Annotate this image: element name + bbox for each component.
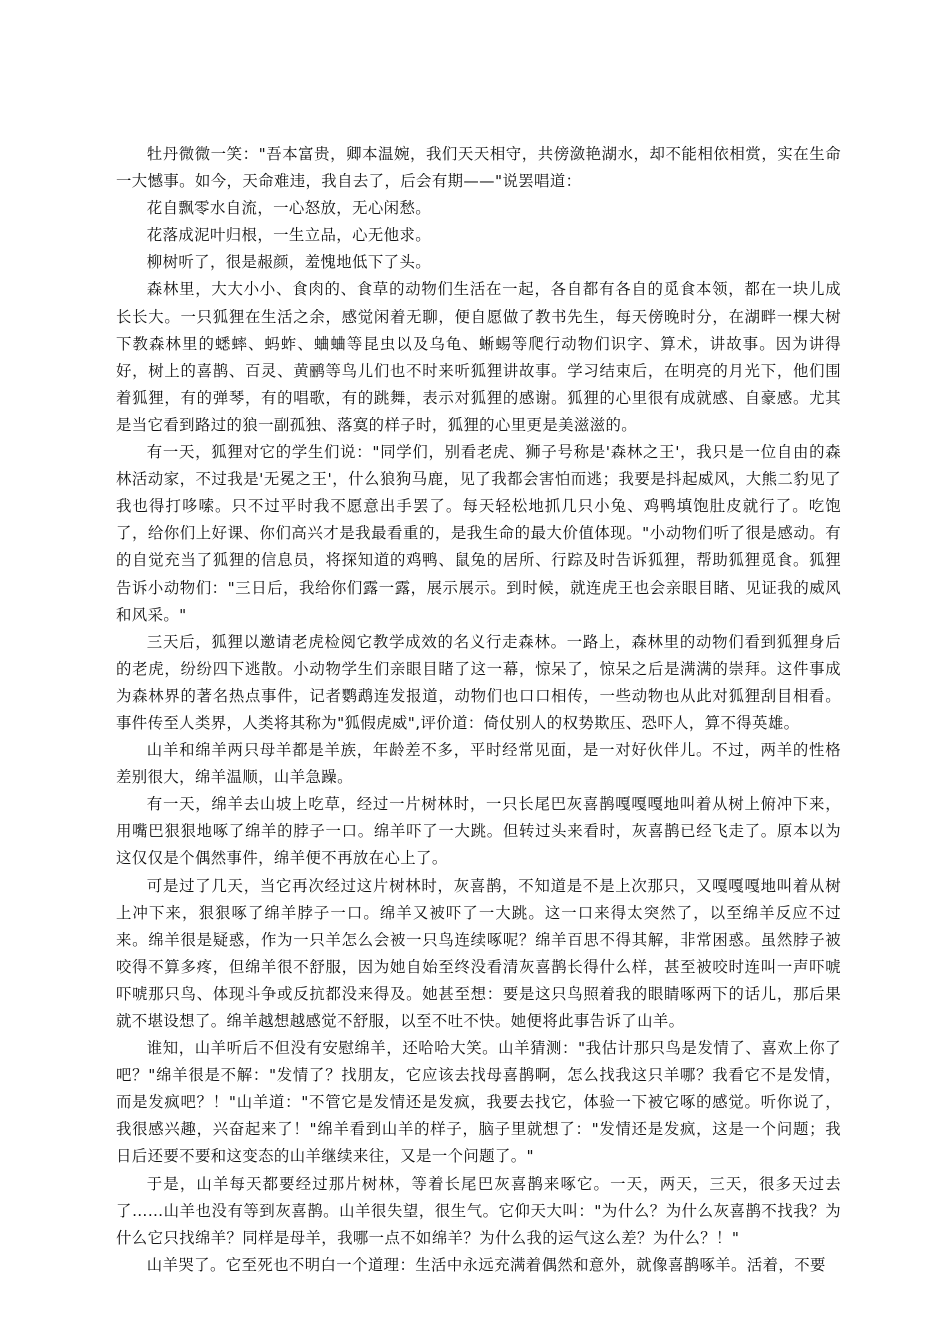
- paragraph: 山羊和绵羊两只母羊都是羊族，年龄差不多，平时经常见面，是一对好伙伴儿。不过，两羊的性格差别很大，绵羊温顺，山羊急躁。: [116, 741, 841, 787]
- poem-line: 花自飘零水自流，一心怒放，无心闲愁。: [146, 199, 432, 218]
- paragraph: 牡丹微微一笑："吾本富贵，卿本温婉，我们天天相守，共傍潋艳湖水，却不能相依相赏，实在生命一大憾事。如今，天命难违，我自去了，后会有期——"说罢唱道：: [116, 145, 841, 191]
- paragraph: 有一天，狐狸对它的学生们说："同学们，别看老虎、狮子号称是'森林之王'，我只是一位自由的森林活动家，不过我是'无冕之王'，什么狼狗马鹿，见了我都会害怕而逃；我要是抖起威风，大熊二豹见了我也得打哆嗦。只不过平时我不愿意出手罢了。每天轻松地抓几只小兔、鸡鸭填饱肚皮就行了。吃饱了，给你们上好课、你们高兴才是我最看重的，是我生命的最大价值体现。"小动物们听了很是感动。有的自觉充当了狐狸的信息员，将探知道的鸡鸭、鼠兔的居所、行踪及时告诉狐狸，帮助狐狸觅食。狐狸告诉小动物们："三日后，我给你们露一露，展示展示。到时候，就连虎王也会亲眼目睹、见证我的威风和风采。": [116, 443, 841, 624]
- paragraph: 柳树听了，很是赧颜，羞愧地低下了头。: [146, 253, 432, 272]
- paragraph: 森林里，大大小小、食肉的、食草的动物们生活在一起，各自都有各自的觅食本领，都在一块儿成长长大。一只狐狸在生活之余，感觉闲着无聊，便自愿做了教书先生，每天傍晚时分，在湖畔一棵大树下教森林里的蟋蟀、蚂蚱、蛐蛐等昆虫以及乌龟、蜥蜴等爬行动物们识字、算术，讲故事。因为讲得好，树上的喜鹊、百灵、黄鹂等鸟儿们也不时来听狐狸讲故事。学习结束后，在明亮的月光下，他们围着狐狸，有的弹琴，有的唱歌，有的跳舞，表示对狐狸的感谢。狐狸的心里很有成就感、自豪感。尤其是当它看到路过的狼一副孤独、落寞的样子时，狐狸的心里更是美滋滋的。: [116, 280, 841, 434]
- paragraph: 可是过了几天，当它再次经过这片树林时，灰喜鹊，不知道是不是上次那只，又嘎嘎嘎地叫着从树上冲下来，狠狠啄了绵羊脖子一口。绵羊又被吓了一大跳。这一口来得太突然了，以至绵羊反应不过来。绵羊很是疑惑，作为一只羊怎么会被一只鸟连续啄呢？绵羊百思不得其解，非常困惑。虽然脖子被咬得不算多疼，但绵羊很不舒服，因为她自始至终没看清灰喜鹊长得什么样，甚至被咬时连叫一声吓唬吓唬那只鸟、体现斗争或反抗都没来得及。她甚至想：要是这只鸟照着我的眼睛啄两下的话儿，那后果就不堪设想了。绵羊越想越感觉不舒服，以至不吐不快。她便将此事告诉了山羊。: [116, 876, 841, 1030]
- poem-line: 花落成泥叶归根，一生立品，心无他求。: [146, 226, 432, 245]
- paragraph: 于是，山羊每天都要经过那片树林，等着长尾巴灰喜鹊来啄它。一天，两天，三天，很多天过去了……山羊也没有等到灰喜鹊。山羊很失望，很生气。它仰天大叫："为什么？为什么灰喜鹊不找我？为什么它只找绵羊？同样是母羊，我哪一点不如绵羊？为什么我的运气这么差？为什么？！": [116, 1174, 841, 1247]
- paragraph: 三天后，狐狸以邀请老虎检阅它教学成效的名义行走森林。一路上，森林里的动物们看到狐狸身后的老虎，纷纷四下逃散。小动物学生们亲眼目睹了这一幕，惊呆了，惊呆之后是满满的崇拜。这件事成为森林界的著名热点事件，记者鹦鹉连发报道，动物们也口口相传，一些动物也从此对狐狸刮目相看。事件传至人类界，人类将其称为"狐假虎威",评价道：倚仗别人的权势欺压、恐吓人，算不得英雄。: [116, 632, 841, 732]
- paragraph: 有一天，绵羊去山坡上吃草，经过一片树林时，一只长尾巴灰喜鹊嘎嘎嘎地叫着从树上俯冲下来，用嘴巴狠狠地啄了绵羊的脖子一口。绵羊吓了一大跳。但转过头来看时，灰喜鹊已经飞走了。原本以为这仅仅是个偶然事件，绵羊便不再放在心上了。: [116, 795, 841, 868]
- paragraph: 谁知，山羊听后不但没有安慰绵羊，还哈哈大笑。山羊猜测："我估计那只鸟是发情了、喜欢上你了吧？"绵羊很是不解："发情了？找朋友，它应该去找母喜鹊啊，怎么找我这只羊哪？我看它不是发情，而是发疯吧？！"山羊道："不管它是发情还是发疯，我要去找它，体验一下被它啄的感觉。听你说了，我很感兴趣，兴奋起来了！"绵羊看到山羊的样子，脑子里就想了："发情还是发疯，这是一个问题；我日后还要不要和这变态的山羊继续来往，又是一个问题了。": [116, 1039, 841, 1166]
- paragraph: 山羊哭了。它至死也不明白一个道理：生活中永远充满着偶然和意外，就像喜鹊啄羊。活着，不要: [146, 1255, 826, 1274]
- document-body: [116, 141, 841, 1279]
